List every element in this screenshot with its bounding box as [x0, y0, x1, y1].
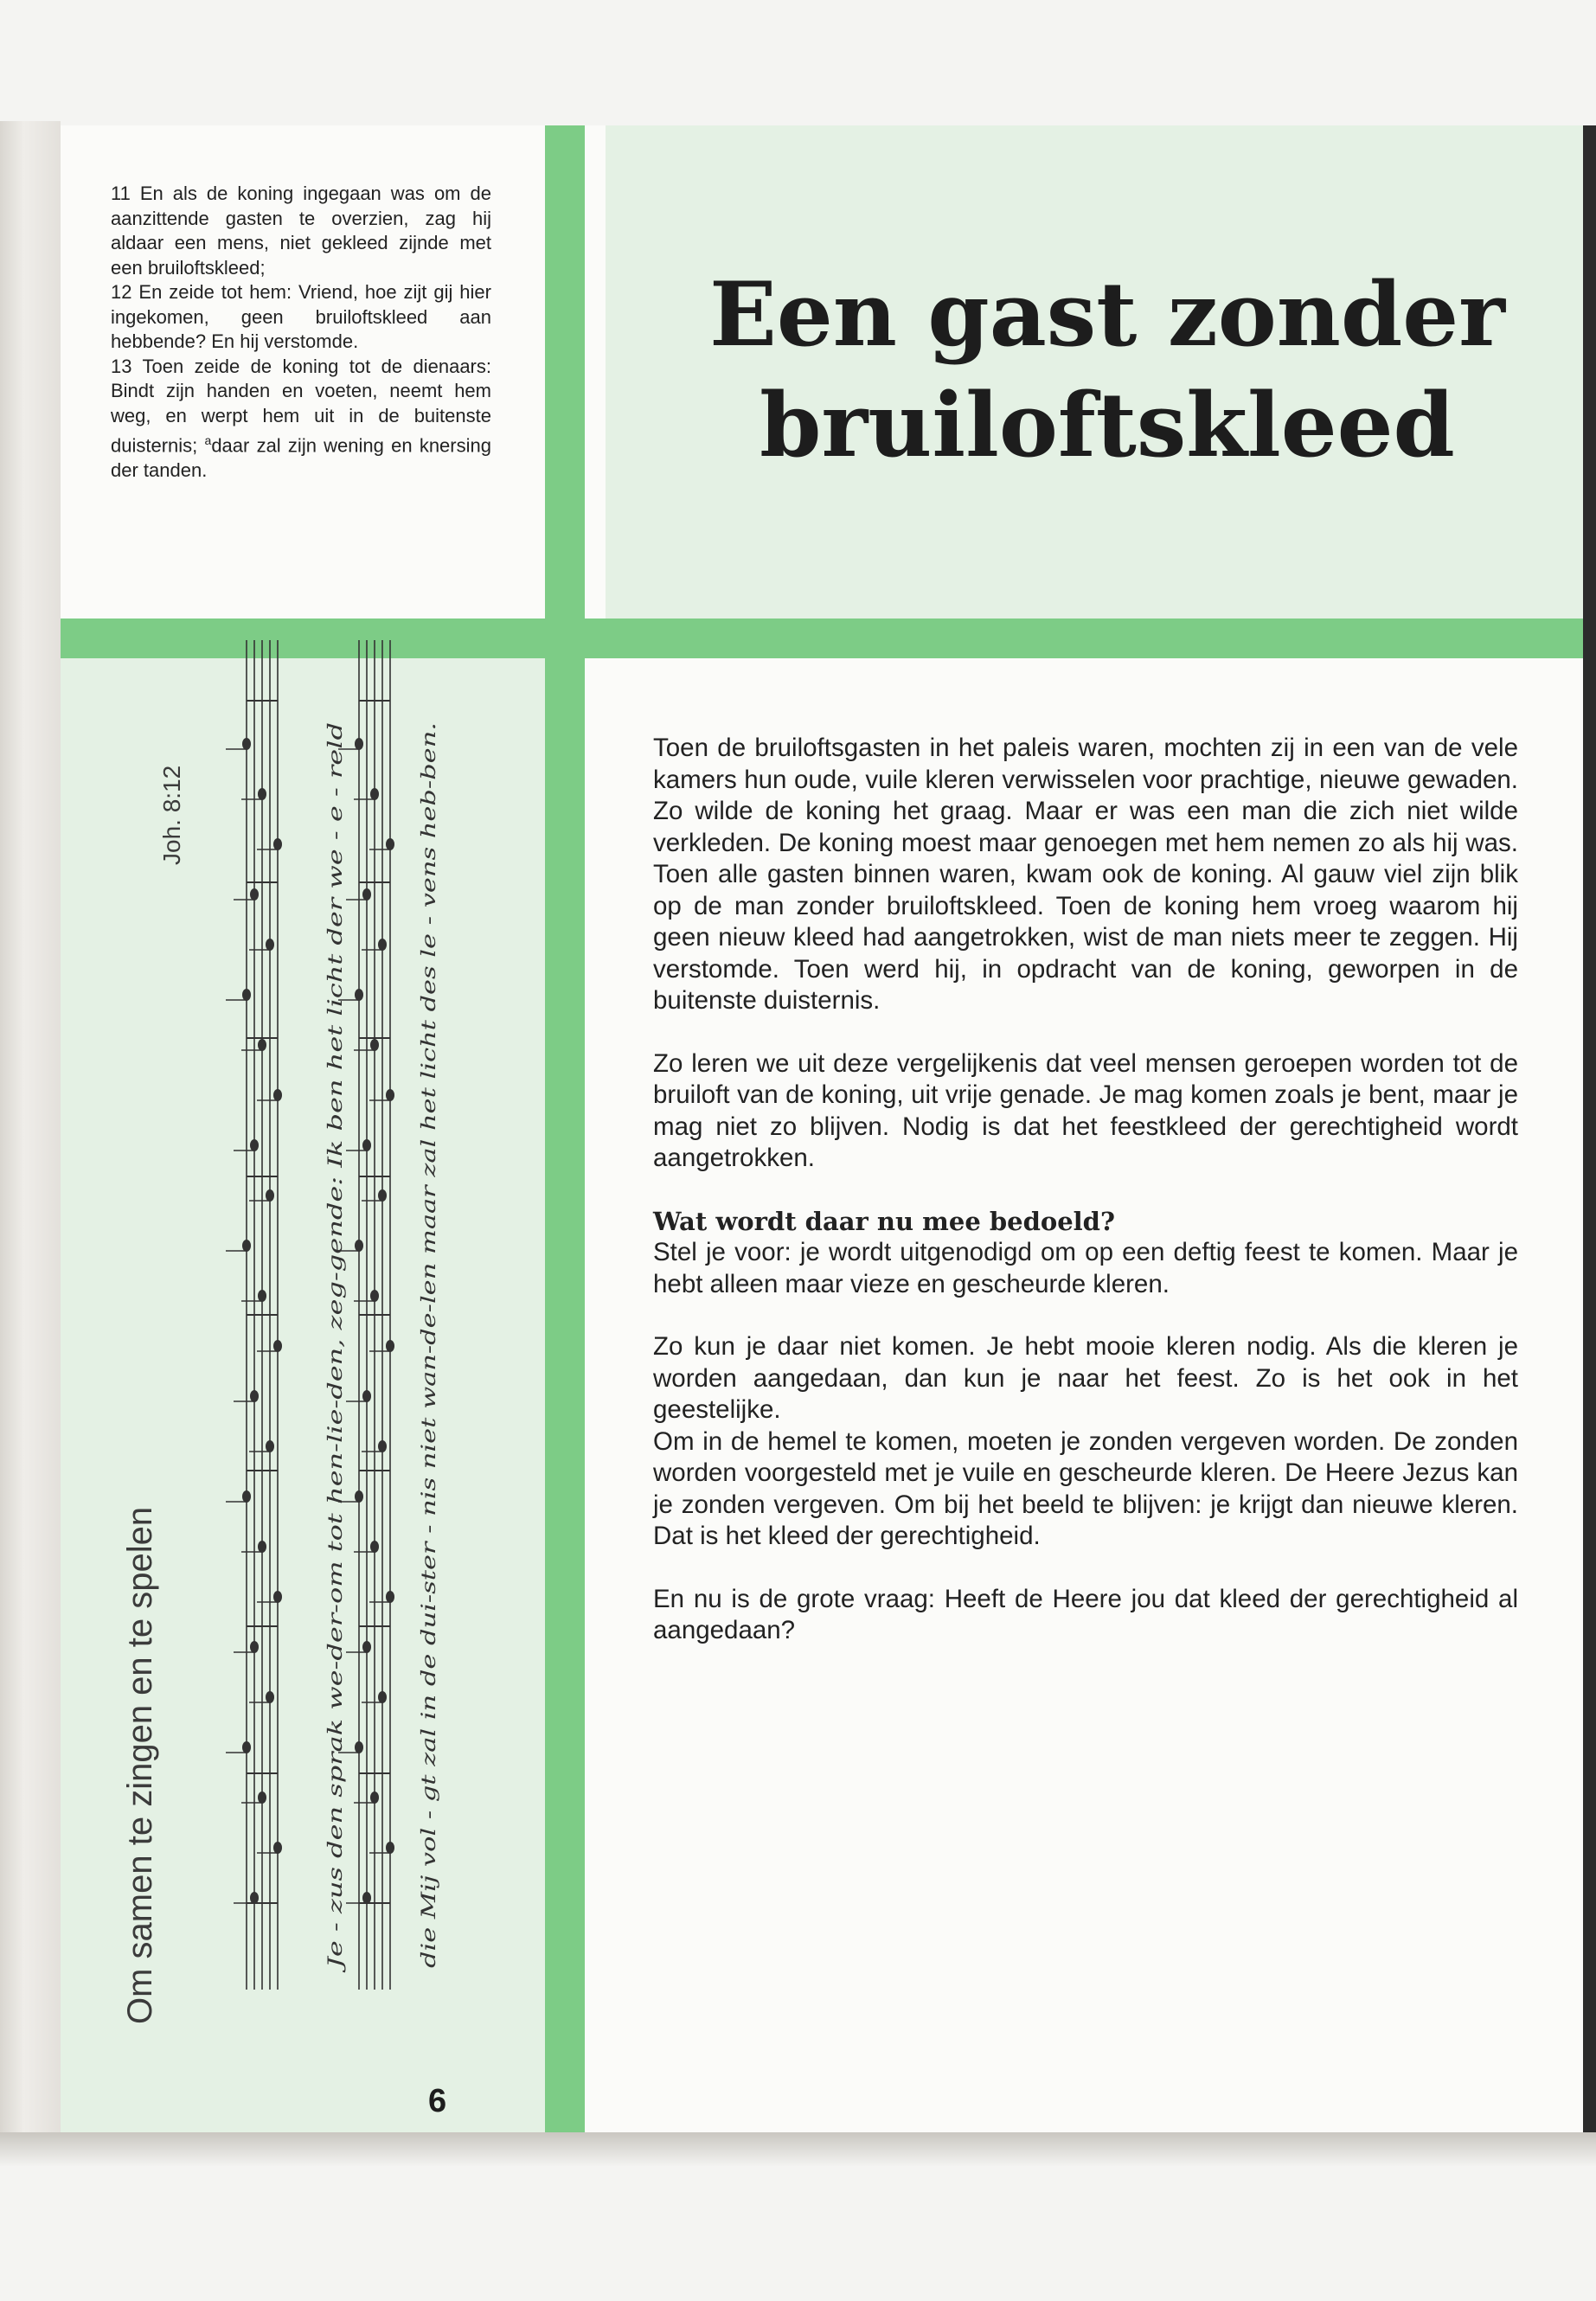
- note-head: [250, 1892, 259, 1904]
- verse-13: [111, 355, 491, 484]
- song-title: Om samen te zingen en te spelen: [121, 1506, 159, 2024]
- paragraph-5: Om in de hemel te komen, moeten je zonden vergeven worden. De zonden worden voorgesteld met je vuile en gescheurde kleren. De Heere Jezus kan je zonden vergeven. Om bij het beeld te blijven: je krijgt dan nieuwe kleren. Dat is het kleed der gerechtigheid.: [653, 1426, 1518, 1550]
- paragraph-4: Zo kun je daar niet komen. Je hebt mooie kleren nodig. Als die kleren je worden aangedaan, dan kun je naar het feest. Zo is het ook in het geestelijke.: [653, 1332, 1518, 1424]
- note-head: [370, 1039, 379, 1051]
- note-head: [250, 1641, 259, 1653]
- note-head: [355, 1741, 363, 1753]
- note-head: [362, 888, 371, 901]
- title-line-1: Een gast zonder: [709, 263, 1505, 367]
- note-head: [355, 1240, 363, 1252]
- note-head: [250, 1390, 259, 1402]
- note-head: [258, 1039, 266, 1051]
- paragraph-1: Toen de bruiloftsgasten in het paleis waren, mochten zij in een van de vele kamers hun oude, vuile kleren verwisselen voor prachtige, nieuwe gewaden. Zo wilde de koning het graag. Maar er was een man die zich niet wilde verkleden. De koning moest maar genoegen met hem nemen zo als hij was. Toen alle gasten binnen waren, kwam ook de koning. Al gauw viel zijn blik op de man zonder bruiloftskleed. Toen de koning hem vroeg waarom hij geen nieuw kleed had aangetrokken, wist de man niets meer te zeggen. Hij verstomde. Toen werd hij, in opdracht van de koning, geworpen in de buitenste duisternis.: [653, 734, 1518, 1015]
- paragraph-2: Zo leren we uit deze vergelijkenis dat veel mensen geroepen worden tot de bruiloft van de koning, uit vrije genade. Je mag komen zoals je bent, maar je mag niet zo blijven. Nodig is dat het feestkleed der gerechtigheid wordt aangetrokken.: [653, 1048, 1518, 1172]
- note-head: [266, 939, 274, 951]
- note-head: [370, 1290, 379, 1302]
- note-head: [378, 939, 387, 951]
- note-head: [273, 838, 282, 850]
- note-head: [370, 1791, 379, 1804]
- lyrics-line-1: Je - zus den sprak we-der-om tot hen-lie-den, zeg-gende: Ik ben het licht der we - e - reld: [325, 1112, 347, 1968]
- verse-12: 12 En zeide tot hem: Vriend, hoe zijt gij hier ingekomen, geen bruiloftskleed aan hebbende? En hij verstomde.: [111, 281, 491, 352]
- note-head: [258, 1290, 266, 1302]
- note-head: [370, 788, 379, 800]
- note-head: [266, 1440, 274, 1452]
- note-head: [378, 1691, 387, 1703]
- page-title: [640, 260, 1574, 481]
- paragraph-6: En nu is de grote vraag: Heeft de Heere jou dat kleed der gerechtigheid al aangedaan?: [653, 1584, 1518, 1644]
- note-head: [362, 1139, 371, 1151]
- paragraph-3: Stel je voor: je wordt uitgenodigd om op een deftig feest te komen. Maar je hebt alleen maar vieze en gescheurde kleren.: [653, 1238, 1518, 1298]
- book-binding-edge: [0, 121, 61, 2137]
- page-number: 6: [428, 2083, 447, 2119]
- note-head: [362, 1892, 371, 1904]
- verse-13-part-b: daar zal zijn wening en knersing der tanden.: [111, 434, 491, 481]
- note-head: [386, 1089, 394, 1101]
- note-head: [355, 1490, 363, 1503]
- note-head: [242, 1240, 251, 1252]
- note-head: [258, 788, 266, 800]
- note-head: [250, 1139, 259, 1151]
- note-head: [355, 989, 363, 1001]
- note-head: [242, 1490, 251, 1503]
- note-head: [378, 1440, 387, 1452]
- note-head: [242, 738, 251, 750]
- note-head: [266, 1189, 274, 1202]
- verse-13-part-a: 13 Toen zeide de koning tot de dienaars: Bindt zijn handen en voeten, neemt hem weg, en werpt hem uit in de buitenste duisternis;: [111, 355, 491, 457]
- bottom-shadow: [0, 2132, 1596, 2167]
- scripture-passage: [111, 182, 491, 483]
- note-head: [242, 1741, 251, 1753]
- note-head: [378, 1189, 387, 1202]
- sheet-music: [221, 623, 440, 2007]
- note-head: [362, 1390, 371, 1402]
- note-head: [266, 1691, 274, 1703]
- song-reference: Joh. 8:12: [158, 765, 185, 865]
- note-head: [386, 1340, 394, 1352]
- footnote-marker: a: [204, 433, 212, 447]
- lyrics-line-2: die Mij vol - gt zal in de dui-ster - nis niet wan-de-len maar zal het licht des le - vens heb-ben.: [419, 1067, 440, 1968]
- note-head: [258, 1791, 266, 1804]
- book-right-edge: [1583, 125, 1596, 2141]
- verse-11: 11 En als de koning ingegaan was om de aanzittende gasten te overzien, zag hij aldaar een mens, niet gekleed zijnde met een bruiloftskleed;: [111, 183, 491, 279]
- note-head: [250, 888, 259, 901]
- title-line-2: bruiloftskleed: [760, 374, 1455, 478]
- note-head: [362, 1641, 371, 1653]
- vertical-green-stripe: [545, 125, 585, 2132]
- note-head: [242, 989, 251, 1001]
- note-head: [386, 1842, 394, 1854]
- note-head: [273, 1591, 282, 1603]
- note-head: [273, 1089, 282, 1101]
- note-head: [355, 738, 363, 750]
- section-heading: Wat wordt daar nu mee bedoeld?: [653, 1206, 1115, 1236]
- note-head: [258, 1541, 266, 1553]
- note-head: [273, 1842, 282, 1854]
- note-head: [386, 838, 394, 850]
- note-head: [273, 1340, 282, 1352]
- note-head: [386, 1591, 394, 1603]
- music-staff-1: [226, 640, 282, 1990]
- note-head: [370, 1541, 379, 1553]
- story-text: [653, 733, 1518, 1678]
